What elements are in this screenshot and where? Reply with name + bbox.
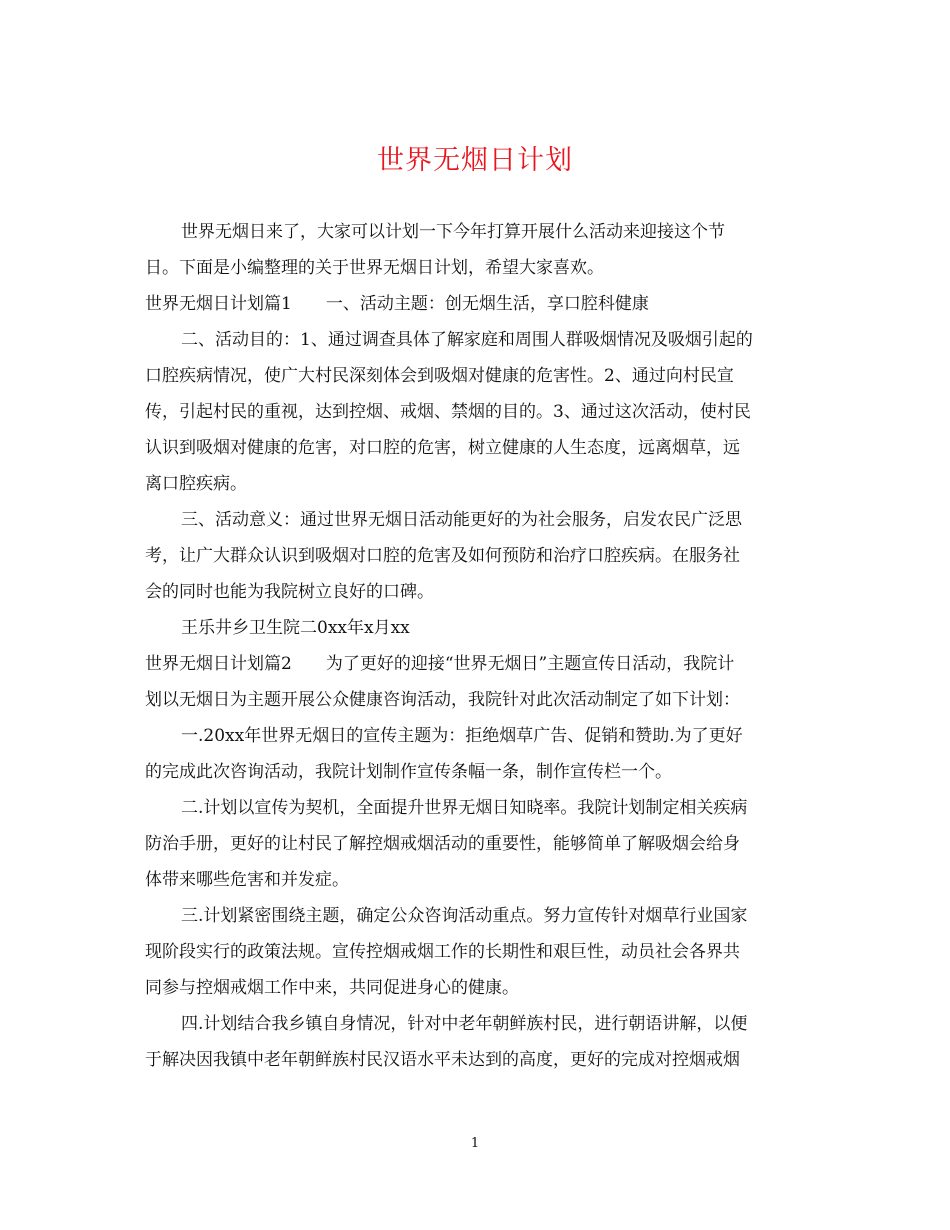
text-line: 同参与控烟戒烟工作中来，共同促进身心的健康。 bbox=[145, 978, 519, 998]
text-line: 传，引起村民的重视，达到控烟、戒烟、禁烟的目的。3、通过这次活动，使村民 bbox=[145, 402, 751, 422]
text-line: 体带来哪些危害和并发症。 bbox=[145, 870, 349, 890]
text-line: 离口腔疾病。 bbox=[145, 474, 247, 494]
text-line: 日。下面是小编整理的关于世界无烟日计划，希望大家喜欢。 bbox=[145, 258, 604, 278]
text-line: 二.计划以宣传为契机，全面提升世界无烟日知晓率。我院计划制定相关疾病 bbox=[181, 798, 748, 818]
text-line: 世界无烟日计划篇1 一、活动主题：创无烟生活，享口腔科健康 bbox=[145, 294, 649, 314]
text-line: 世界无烟日计划篇2 为了更好的迎接“世界无烟日”主题宣传日活动，我院计 bbox=[145, 654, 735, 674]
text-line: 世界无烟日来了，大家可以计划一下今年打算开展什么活动来迎接这个节 bbox=[181, 222, 725, 242]
text-line: 防治手册，更好的让村民了解控烟戒烟活动的重要性，能够简单了解吸烟会给身 bbox=[145, 834, 740, 854]
text-line: 会的同时也能为我院树立良好的口碑。 bbox=[145, 582, 434, 602]
text-line: 划以无烟日为主题开展公众健康咨询活动，我院针对此次活动制定了如下计划： bbox=[145, 690, 740, 710]
text-line: 四.计划结合我乡镇自身情况，针对中老年朝鲜族村民，进行朝语讲解，以便 bbox=[181, 1014, 748, 1034]
text-line: 现阶段实行的政策法规。宣传控烟戒烟工作的长期性和艰巨性，动员社会各界共 bbox=[145, 942, 740, 962]
text-line: 一.20xx年世界无烟日的宣传主题为：拒绝烟草广告、促销和赞助.为了更好 bbox=[181, 726, 743, 746]
text-line: 的完成此次咨询活动，我院计划制作宣传条幅一条，制作宣传栏一个。 bbox=[145, 762, 672, 782]
text-line: 口腔疾病情况，使广大村民深刻体会到吸烟对健康的危害性。2、通过向村民宣 bbox=[145, 366, 734, 386]
text-line: 三.计划紧密围绕主题，确定公众咨询活动重点。努力宣传针对烟草行业国家 bbox=[181, 906, 748, 926]
text-line: 于解决因我镇中老年朝鲜族村民汉语水平未达到的高度，更好的完成对控烟戒烟 bbox=[145, 1050, 740, 1070]
text-line: 考，让广大群众认识到吸烟对口腔的危害及如何预防和治疗口腔疾病。在服务社 bbox=[145, 546, 740, 566]
text-line: 二、活动目的：1、通过调查具体了解家庭和周围人群吸烟情况及吸烟引起的 bbox=[181, 330, 753, 350]
page-number: 1 bbox=[470, 1136, 480, 1151]
text-line: 三、活动意义：通过世界无烟日活动能更好的为社会服务，启发农民广泛思 bbox=[181, 510, 742, 530]
document-title: 世界无烟日计划 bbox=[377, 145, 573, 176]
text-line: 认识到吸烟对健康的危害，对口腔的危害，树立健康的人生态度，远离烟草，远 bbox=[145, 438, 740, 458]
text-line: 王乐井乡卫生院二0xx年x月xx bbox=[181, 618, 410, 638]
